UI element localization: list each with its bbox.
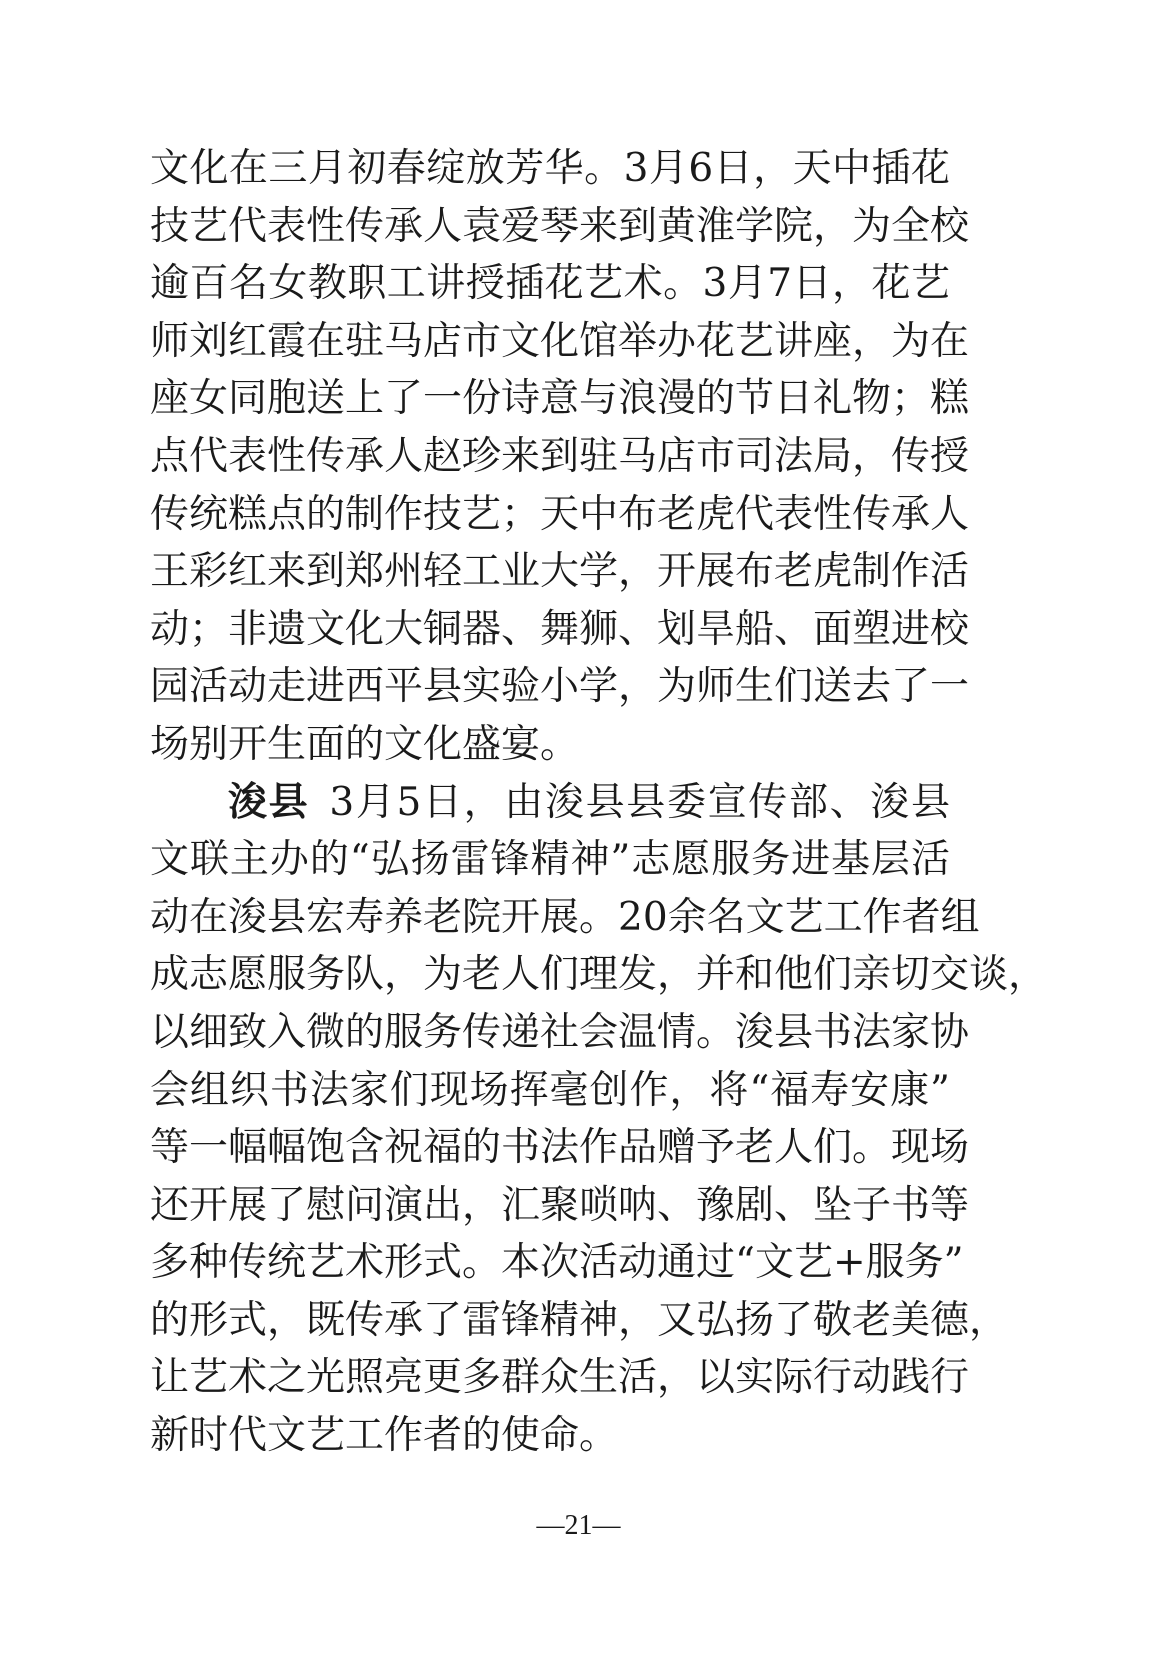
body-text (150, 140, 1048, 1465)
text-line: 场别开生面的文化盛宴。 (150, 721, 580, 767)
text-line: 技艺代表性传承人袁爱琴来到黄淮学院，为全校 (150, 203, 970, 249)
text-line: 文化在三月初春绽放芳华。3月6日，天中插花 (150, 146, 950, 191)
text-line: 新时代文艺工作者的使命。 (150, 1413, 619, 1459)
text-line: 师刘红霞在驻马店市文化馆举办花艺讲座，为在 (150, 318, 970, 364)
text-line: 会组织书法家们现场挥毫创作，将“福寿安康” (150, 1067, 950, 1113)
text-line: 逾百名女教职工讲授插花艺术。3月7日，花艺 (150, 261, 950, 307)
section-lead-county: 浚县 (228, 778, 310, 825)
text-span: 3月5日，由浚县县委宣传部、浚县 (329, 779, 950, 825)
text-line: 园活动走进西平县实验小学，为师生们送去了一 (150, 664, 970, 710)
page-number: —21— (536, 1510, 621, 1541)
text-line: 的形式，既传承了雷锋精神，又弘扬了敬老美德， (150, 1297, 1009, 1343)
text-line: 还开展了慰问演出，汇聚唢呐、豫剧、坠子书等 (150, 1182, 970, 1228)
text-line: 以细致入微的服务传递社会温情。浚县书法家协 (150, 1009, 970, 1055)
text-line: 王彩红来到郑州轻工业大学，开展布老虎制作活 (150, 549, 970, 595)
paragraph-first-line (150, 774, 950, 832)
text-line: 座女同胞送上了一份诗意与浪漫的节日礼物；糕 (150, 376, 970, 422)
text-line: 等一幅幅饱含祝福的书法作品赠予老人们。现场 (150, 1125, 970, 1171)
text-line: 传统糕点的制作技艺；天中布老虎代表性传承人 (150, 491, 970, 537)
text-line: 动在浚县宏寿养老院开展。20余名文艺工作者组 (150, 894, 980, 940)
text-line: 让艺术之光照亮更多群众生活，以实际行动践行 (150, 1355, 970, 1401)
text-line: 动；非遗文化大铜器、舞狮、划旱船、面塑进校 (150, 606, 970, 652)
text-line: 点代表性传承人赵珍来到驻马店市司法局，传授 (150, 433, 970, 479)
text-line: 文联主办的“弘扬雷锋精神”志愿服务进基层活 (150, 837, 950, 883)
text-line: 成志愿服务队，为老人们理发，并和他们亲切交谈， (150, 952, 1048, 998)
text-line: 多种传统艺术形式。本次活动通过“文艺+服务” (150, 1240, 964, 1286)
